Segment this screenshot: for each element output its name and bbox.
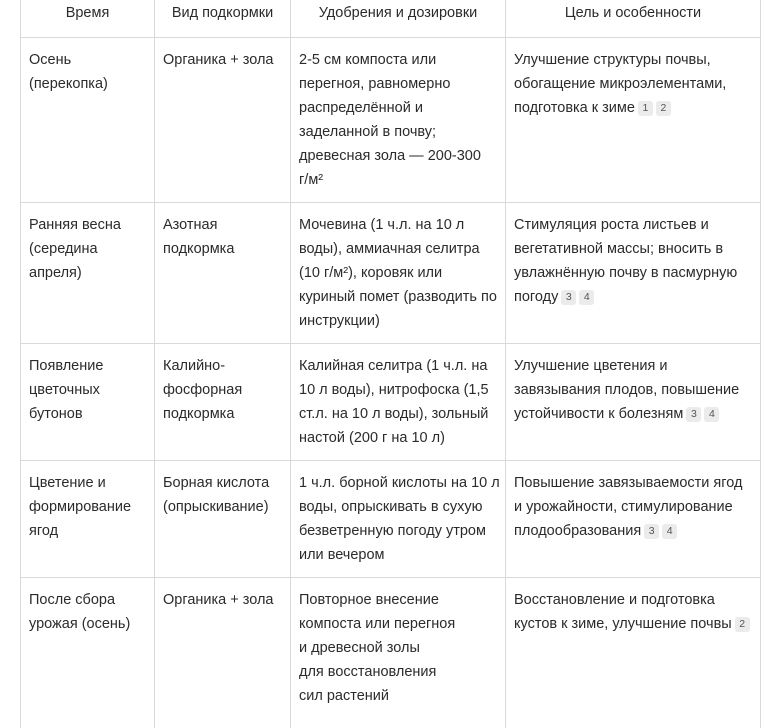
cell-text-line: Органика + зола	[163, 588, 282, 612]
cell-time	[21, 38, 155, 203]
cell-text-line: перегноя, равномерно	[299, 72, 497, 96]
cell-text-line: Мочевина (1 ч.л. на 10 л	[299, 213, 497, 237]
cell-text-line: 10 л воды), нитрофоска (1,5	[299, 378, 497, 402]
cell-text-line: подкормка	[163, 402, 282, 426]
cell-text-line: (10 г/м²), коровяк или	[299, 261, 497, 285]
citation-badge[interactable]: 4	[704, 407, 719, 422]
cell-text-line: воды, опрыскивать в сухую	[299, 495, 497, 519]
table-row	[21, 203, 761, 344]
cell-feeding-type	[155, 344, 291, 461]
cell-text-line: куриный помет (разводить по	[299, 285, 497, 309]
table-row	[21, 344, 761, 461]
cell-feeding-type	[155, 38, 291, 203]
cell-text-line: Калийная селитра (1 ч.л. на	[299, 354, 497, 378]
cell-fertilizer	[291, 461, 506, 578]
cell-text-line: для восстановления	[299, 660, 497, 684]
cell-text-line: 2-5 см компоста или	[299, 48, 497, 72]
citation-badge[interactable]: 4	[579, 290, 594, 305]
cell-fertilizer	[291, 578, 506, 728]
header-feeding-type: Вид подкормки	[155, 0, 291, 38]
cell-text: кустов к зиме, улучшение почвы	[514, 616, 732, 632]
cell-text-line: апреля)	[29, 261, 146, 285]
cell-text: погоду	[514, 289, 558, 305]
cell-text-line: (середина	[29, 237, 146, 261]
cell-text-line: цветочных	[29, 378, 146, 402]
table-row	[21, 461, 761, 578]
cell-text-line: ст.л. на 10 л воды), зольный	[299, 402, 497, 426]
cell-text-line: фосфорная	[163, 378, 282, 402]
cell-text-line: вегетативной массы; вносить в	[514, 237, 752, 261]
cell-goal	[506, 461, 761, 578]
cell-goal	[506, 38, 761, 203]
cell-text-line: формирование	[29, 495, 146, 519]
cell-text-line: урожая (осень)	[29, 612, 146, 636]
cell-text-line: ягод	[29, 519, 146, 543]
cell-text-line: и древесной золы	[299, 636, 497, 660]
cell-feeding-type	[155, 461, 291, 578]
cell-text-line: Повторное внесение	[299, 588, 497, 612]
cell-text-line: распределённой и	[299, 96, 497, 120]
cell-text-line: (опрыскивание)	[163, 495, 282, 519]
cell-text-line: Стимуляция роста листьев и	[514, 213, 752, 237]
cell-text: устойчивости к болезням	[514, 406, 683, 422]
cell-text-line: обогащение микроэлементами,	[514, 72, 752, 96]
cell-text-line: и урожайности, стимулирование	[514, 495, 752, 519]
citation-badge[interactable]: 3	[561, 290, 576, 305]
cell-text-line	[514, 285, 752, 309]
table-row	[21, 38, 761, 203]
cell-text-line: компоста или перегноя	[299, 612, 497, 636]
header-time: Время	[21, 0, 155, 38]
citation-badge[interactable]: 2	[656, 101, 671, 116]
cell-text-line	[514, 402, 752, 426]
cell-text-line: завязывания плодов, повышение	[514, 378, 752, 402]
header-fertilizers-doses: Удобрения и дозировки	[291, 0, 506, 38]
citation-badge[interactable]: 3	[686, 407, 701, 422]
cell-text-line: Осень	[29, 48, 146, 72]
cell-text-line: г/м²	[299, 168, 497, 192]
cell-text-line: Повышение завязываемости ягод	[514, 471, 752, 495]
cell-text-line: Улучшение структуры почвы,	[514, 48, 752, 72]
cell-goal	[506, 344, 761, 461]
cell-goal	[506, 578, 761, 728]
cell-fertilizer	[291, 38, 506, 203]
cell-feeding-type	[155, 203, 291, 344]
cell-time	[21, 344, 155, 461]
cell-text-line: бутонов	[29, 402, 146, 426]
cell-text-line: Появление	[29, 354, 146, 378]
cell-text-line	[514, 96, 752, 120]
cell-feeding-type	[155, 578, 291, 728]
cell-fertilizer	[291, 344, 506, 461]
fertilizer-schedule-table	[20, 0, 761, 728]
cell-text-line: Цветение и	[29, 471, 146, 495]
citation-badge[interactable]: 3	[644, 524, 659, 539]
cell-text-line: настой (200 г на 10 л)	[299, 426, 497, 450]
cell-text-line: Восстановление и подготовка	[514, 588, 752, 612]
cell-time	[21, 461, 155, 578]
fertilizer-schedule-table-wrapper	[20, 0, 760, 728]
cell-text-line: Азотная	[163, 213, 282, 237]
cell-text-line	[514, 612, 752, 636]
cell-fertilizer	[291, 203, 506, 344]
cell-text-line: 1 ч.л. борной кислоты на 10 л	[299, 471, 497, 495]
cell-text-line: Борная кислота	[163, 471, 282, 495]
cell-text-line: Улучшение цветения и	[514, 354, 752, 378]
citation-badge[interactable]: 2	[735, 617, 750, 632]
cell-time	[21, 578, 155, 728]
citation-badge[interactable]: 1	[638, 101, 653, 116]
cell-text: плодообразования	[514, 523, 641, 539]
cell-text-line: воды), аммиачная селитра	[299, 237, 497, 261]
cell-text-line: После сбора	[29, 588, 146, 612]
cell-text-line: Органика + зола	[163, 48, 282, 72]
cell-text-line: подкормка	[163, 237, 282, 261]
cell-text-line: безветренную погоду утром	[299, 519, 497, 543]
table-row	[21, 578, 761, 728]
cell-text-line: (перекопка)	[29, 72, 146, 96]
cell-goal	[506, 203, 761, 344]
cell-text-line: инструкции)	[299, 309, 497, 333]
cell-text-line: сил растений	[299, 684, 497, 708]
cell-text: подготовка к зиме	[514, 100, 635, 116]
cell-text-line: Ранняя весна	[29, 213, 146, 237]
cell-text-line	[514, 519, 752, 543]
cell-text-line: или вечером	[299, 543, 497, 567]
citation-badge[interactable]: 4	[662, 524, 677, 539]
header-goal-features: Цель и особенности	[506, 0, 761, 38]
cell-text-line: заделанной в почву;	[299, 120, 497, 144]
cell-text-line: увлажнённую почву в пасмурную	[514, 261, 752, 285]
cell-time	[21, 203, 155, 344]
cell-text-line: Калийно-	[163, 354, 282, 378]
cell-text-line: древесная зола — 200-300	[299, 144, 497, 168]
table-header-row	[21, 0, 761, 38]
